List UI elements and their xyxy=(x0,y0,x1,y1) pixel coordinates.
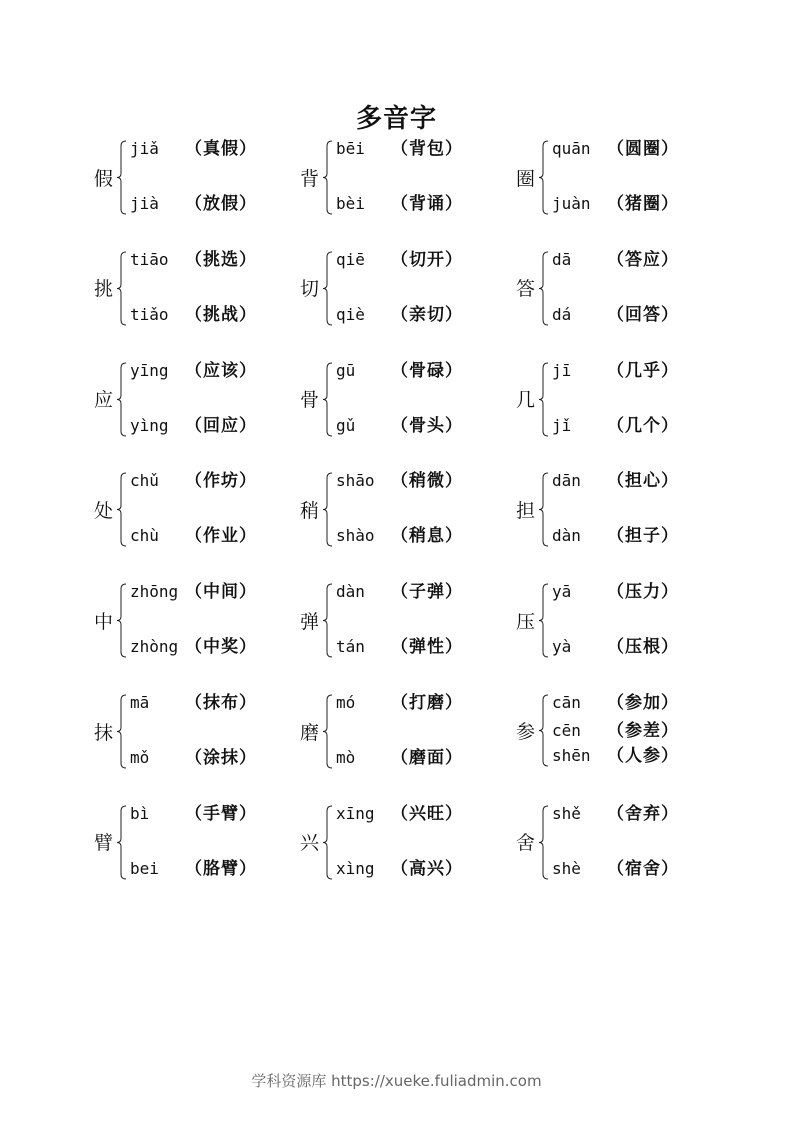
polyphone-character: 磨 xyxy=(300,721,320,744)
example-word: （切开） xyxy=(391,249,463,270)
example-word: （亲切） xyxy=(391,304,463,325)
polyphone-entry xyxy=(300,581,500,671)
polyphone-character: 处 xyxy=(94,499,114,522)
curly-brace-icon xyxy=(538,583,550,658)
example-word: （子弹） xyxy=(391,582,463,603)
pinyin: yā xyxy=(552,582,572,602)
example-word: （骨头） xyxy=(391,415,463,436)
example-word: （几乎） xyxy=(607,360,679,381)
pinyin: chǔ xyxy=(130,471,159,491)
polyphone-character: 挑 xyxy=(94,278,114,301)
curly-brace-icon xyxy=(322,140,334,215)
example-word: （几个） xyxy=(607,415,679,436)
polyphone-entry xyxy=(300,138,500,228)
example-word: （人参） xyxy=(607,746,679,766)
pinyin: qiē xyxy=(336,249,365,269)
polyphone-character: 切 xyxy=(300,278,320,301)
pinyin: dā xyxy=(552,249,572,269)
pinyin: zhōng xyxy=(130,582,179,602)
curly-brace-icon xyxy=(322,694,334,769)
pinyin: yà xyxy=(552,637,572,657)
pinyin: cān xyxy=(552,693,581,712)
polyphone-entry xyxy=(516,138,716,228)
example-word: （抹布） xyxy=(185,693,257,713)
polyphone-character: 应 xyxy=(94,389,114,412)
polyphone-entry xyxy=(94,249,294,339)
polyphone-character: 答 xyxy=(516,278,536,301)
curly-brace-icon xyxy=(116,472,128,547)
polyphone-entry xyxy=(300,360,500,450)
curly-brace-icon xyxy=(116,251,128,326)
polyphone-entry xyxy=(516,692,716,782)
polyphone-character: 抹 xyxy=(94,721,114,744)
example-word: （舍弃） xyxy=(607,803,679,824)
example-word: （背包） xyxy=(391,139,463,159)
pinyin: juàn xyxy=(552,194,591,213)
pinyin: bèi xyxy=(336,194,365,213)
pinyin: bēi xyxy=(336,139,365,158)
pinyin: mò xyxy=(336,748,356,767)
pinyin: gǔ xyxy=(336,415,356,435)
example-word: （兴旺） xyxy=(391,803,463,824)
example-word: （放假） xyxy=(185,194,257,214)
example-word: （真假） xyxy=(185,139,257,159)
pinyin: bì xyxy=(130,803,150,823)
polyphone-character: 圈 xyxy=(516,167,536,190)
example-word: （胳臂） xyxy=(185,858,257,879)
polyphone-entry xyxy=(516,249,716,339)
polyphone-character: 背 xyxy=(300,167,320,190)
polyphone-entry xyxy=(300,249,500,339)
pinyin: dàn xyxy=(336,582,365,602)
example-word: （涂抹） xyxy=(185,748,257,768)
polyphone-entry xyxy=(516,470,716,560)
example-word: （担子） xyxy=(607,526,679,547)
example-word: （挑选） xyxy=(185,249,257,270)
polyphone-character: 骨 xyxy=(300,389,320,412)
polyphone-entry xyxy=(516,360,716,450)
pinyin: tán xyxy=(336,637,365,657)
pinyin: mǒ xyxy=(130,748,150,767)
example-word: （弹性） xyxy=(391,637,463,658)
example-word: （参加） xyxy=(607,693,679,713)
example-word: （回应） xyxy=(185,415,257,436)
polyphone-entry xyxy=(94,581,294,671)
example-word: （圆圈） xyxy=(607,139,679,159)
curly-brace-icon xyxy=(116,140,128,215)
pinyin: jiǎ xyxy=(130,139,159,158)
example-word: （中间） xyxy=(185,582,257,603)
example-word: （磨面） xyxy=(391,748,463,768)
pinyin: yīng xyxy=(130,360,169,380)
example-word: （挑战） xyxy=(185,304,257,325)
example-word: （作业） xyxy=(185,526,257,547)
example-word: （手臂） xyxy=(185,803,257,824)
pinyin: qiè xyxy=(336,304,365,324)
example-word: （回答） xyxy=(607,304,679,325)
curly-brace-icon xyxy=(322,362,334,437)
polyphone-entry xyxy=(94,360,294,450)
polyphone-entry xyxy=(300,470,500,560)
example-word: （骨碌） xyxy=(391,360,463,381)
curly-brace-icon xyxy=(116,805,128,880)
example-word: （压力） xyxy=(607,582,679,603)
curly-brace-icon xyxy=(322,251,334,326)
curly-brace-icon xyxy=(116,583,128,658)
pinyin: cēn xyxy=(552,721,581,740)
example-word: （背诵） xyxy=(391,194,463,214)
example-word: （答应） xyxy=(607,249,679,270)
pinyin: tiǎo xyxy=(130,304,169,324)
curly-brace-icon xyxy=(322,583,334,658)
pinyin: jī xyxy=(552,360,572,380)
polyphone-character: 中 xyxy=(94,610,114,633)
curly-brace-icon xyxy=(538,472,550,547)
curly-brace-icon xyxy=(322,805,334,880)
polyphone-character: 舍 xyxy=(516,832,536,855)
curly-brace-icon xyxy=(538,140,550,215)
pinyin: mā xyxy=(130,693,150,712)
polyphone-character: 弹 xyxy=(300,610,320,633)
curly-brace-icon xyxy=(322,472,334,547)
example-word: （参差） xyxy=(607,721,679,741)
polyphone-character: 稍 xyxy=(300,499,320,522)
pinyin: zhòng xyxy=(130,637,179,657)
example-word: （宿舍） xyxy=(607,858,679,879)
example-word: （中奖） xyxy=(185,637,257,658)
polyphone-character: 假 xyxy=(94,167,114,190)
pinyin: dá xyxy=(552,304,572,324)
curly-brace-icon xyxy=(538,805,550,880)
pinyin: yìng xyxy=(130,415,169,435)
pinyin: gū xyxy=(336,360,356,380)
pinyin: xīng xyxy=(336,803,375,823)
curly-brace-icon xyxy=(538,362,550,437)
pinyin: dàn xyxy=(552,526,581,546)
example-word: （高兴） xyxy=(391,858,463,879)
polyphone-character: 兴 xyxy=(300,832,320,855)
pinyin: shāo xyxy=(336,471,375,491)
example-word: （稍微） xyxy=(391,471,463,492)
curly-brace-icon xyxy=(538,694,550,767)
example-word: （打磨） xyxy=(391,693,463,713)
polyphone-character: 压 xyxy=(516,610,536,633)
polyphone-entry xyxy=(516,803,716,893)
example-word: （稍息） xyxy=(391,526,463,547)
polyphone-entry xyxy=(94,803,294,893)
polyphone-entry xyxy=(300,692,500,782)
footer-watermark: 学科资源库 https://xueke.fuliadmin.com xyxy=(251,1072,542,1090)
polyphone-character: 臂 xyxy=(94,832,114,855)
pinyin: jià xyxy=(130,194,159,213)
pinyin: dān xyxy=(552,471,581,491)
polyphone-character: 担 xyxy=(516,499,536,522)
polyphone-entry xyxy=(94,138,294,228)
page-title: 多音字 xyxy=(355,104,437,134)
polyphone-entry xyxy=(300,803,500,893)
example-word: （担心） xyxy=(607,471,679,492)
example-word: （猪圈） xyxy=(607,194,679,214)
polyphone-entry xyxy=(94,470,294,560)
pinyin: jǐ xyxy=(552,415,572,435)
example-word: （作坊） xyxy=(185,471,257,492)
example-word: （应该） xyxy=(185,360,257,381)
polyphone-entry xyxy=(94,692,294,782)
pinyin: shēn xyxy=(552,746,591,765)
polyphone-character: 几 xyxy=(516,389,536,412)
curly-brace-icon xyxy=(116,362,128,437)
pinyin: bei xyxy=(130,858,159,878)
polyphone-entry xyxy=(516,581,716,671)
pinyin: chù xyxy=(130,526,159,546)
pinyin: shào xyxy=(336,526,375,546)
polyphone-character: 参 xyxy=(516,720,536,743)
curly-brace-icon xyxy=(116,694,128,769)
pinyin: xìng xyxy=(336,858,375,878)
pinyin: tiāo xyxy=(130,249,169,269)
example-word: （压根） xyxy=(607,637,679,658)
pinyin: shè xyxy=(552,858,581,878)
pinyin: shě xyxy=(552,803,581,823)
pinyin: quān xyxy=(552,139,591,158)
curly-brace-icon xyxy=(538,251,550,326)
pinyin: mó xyxy=(336,693,356,712)
